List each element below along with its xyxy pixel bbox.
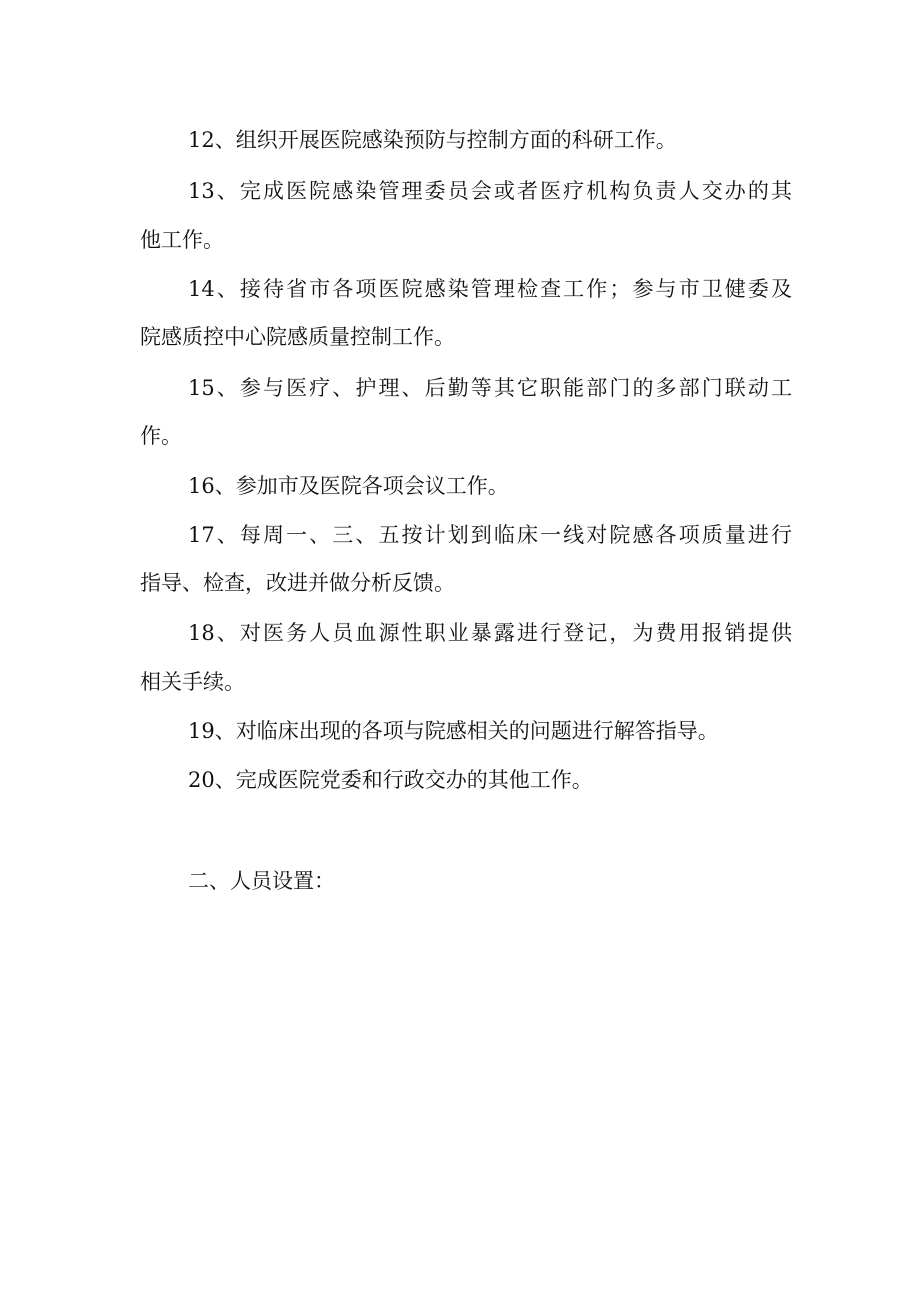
item-14: 14、接待省市各项医院感染管理检查工作；参与市卫健委及 [188,277,792,301]
item-15: 15、参与医疗、护理、后勤等其它职能部门的多部门联动工 [188,376,792,400]
item-17: 17、每周一、三、五按计划到临床一线对院感各项质量进行 [188,523,792,547]
item-20: 20、完成医院党委和行政交办的其他工作。 [188,768,593,792]
item-14-continuation: 院感质控中心院感质量控制工作。 [140,325,455,349]
item-16: 16、参加市及医院各项会议工作。 [188,474,509,498]
section-heading: 二、人员设置： [188,869,335,893]
item-18: 18、对医务人员血源性职业暴露进行登记，为费用报销提供 [188,621,792,645]
item-13: 13、完成医院感染管理委员会或者医疗机构负责人交办的其 [188,179,792,203]
item-17-continuation: 指导、检查，改进并做分析反馈。 [140,571,455,595]
item-18-continuation: 相关手续。 [140,670,245,694]
item-15-continuation: 作。 [140,424,182,448]
item-12: 12、组织开展医院感染预防与控制方面的科研工作。 [188,128,677,152]
item-19: 19、对临床出现的各项与院感相关的问题进行解答指导。 [188,719,719,743]
item-13-continuation: 他工作。 [140,228,224,252]
